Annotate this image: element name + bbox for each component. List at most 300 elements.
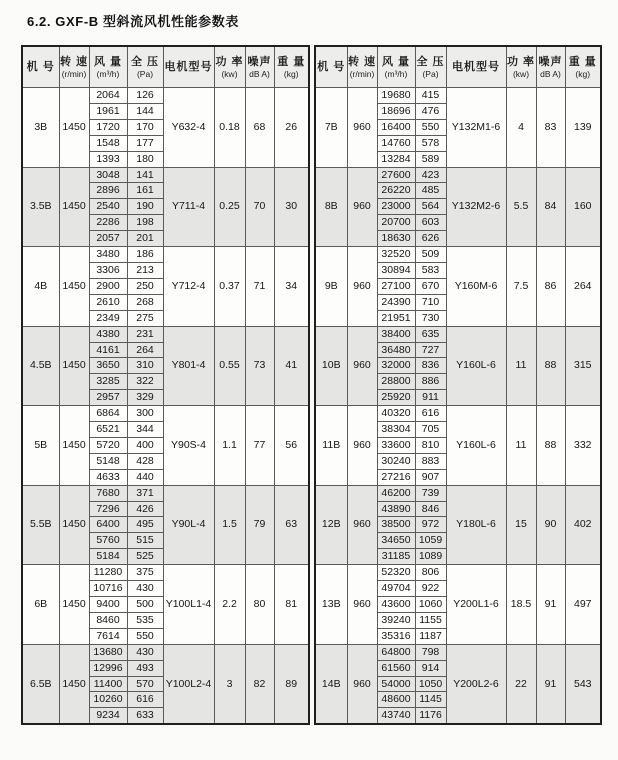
cell-pressure: 616 <box>415 406 446 422</box>
cell-airflow: 2540 <box>89 199 127 215</box>
cell-pressure: 798 <box>415 644 446 660</box>
cell-airflow: 23000 <box>377 199 415 215</box>
cell-power: 22 <box>506 644 536 724</box>
header-unit: (r/min) <box>349 68 375 79</box>
cell-pressure: 141 <box>127 167 163 183</box>
cell-airflow: 24390 <box>377 294 415 310</box>
cell-motor-model: Y90L-4 <box>163 485 214 565</box>
cell-power: 18.5 <box>506 565 536 645</box>
cell-pressure: 710 <box>415 294 446 310</box>
cell-weight: 160 <box>565 167 601 247</box>
cell-pressure: 371 <box>127 485 163 501</box>
cell-airflow: 49704 <box>377 581 415 597</box>
cell-pressure: 739 <box>415 485 446 501</box>
header-unit: (m³/h) <box>96 68 120 79</box>
cell-airflow: 13284 <box>377 151 415 167</box>
machine-block-4B <box>22 247 309 327</box>
cell-weight: 264 <box>565 247 601 327</box>
cell-airflow: 18696 <box>377 103 415 119</box>
cell-pressure: 626 <box>415 231 446 247</box>
cell-motor-model: Y132M1-6 <box>446 88 506 168</box>
cell-airflow: 36480 <box>377 342 415 358</box>
cell-motor-model: Y200L1-6 <box>446 565 506 645</box>
cell-airflow: 33600 <box>377 437 415 453</box>
cell-speed: 1450 <box>59 167 89 247</box>
cell-airflow: 38500 <box>377 517 415 533</box>
cell-motor-model: Y160M-6 <box>446 247 506 327</box>
cell-pressure: 177 <box>127 135 163 151</box>
cell-pressure: 550 <box>415 119 446 135</box>
cell-airflow: 2896 <box>89 183 127 199</box>
cell-noise: 84 <box>536 167 565 247</box>
cell-airflow: 5148 <box>89 453 127 469</box>
header-cell-5 <box>214 46 245 88</box>
cell-noise: 73 <box>245 326 274 406</box>
cell-airflow: 3650 <box>89 358 127 374</box>
cell-airflow: 30894 <box>377 262 415 278</box>
cell-airflow: 27100 <box>377 278 415 294</box>
table-row <box>315 88 601 104</box>
cell-airflow: 11280 <box>89 565 127 581</box>
cell-pressure: 485 <box>415 183 446 199</box>
cell-pressure: 423 <box>415 167 446 183</box>
table-row <box>22 644 309 660</box>
cell-pressure: 476 <box>415 103 446 119</box>
cell-noise: 79 <box>245 485 274 565</box>
cell-speed: 1450 <box>59 247 89 327</box>
table-row <box>315 485 601 501</box>
cell-noise: 91 <box>536 565 565 645</box>
cell-pressure: 515 <box>127 533 163 549</box>
cell-pressure: 190 <box>127 199 163 215</box>
cell-power: 0.18 <box>214 88 245 168</box>
cell-pressure: 525 <box>127 549 163 565</box>
cell-airflow: 6521 <box>89 422 127 438</box>
cell-airflow: 48600 <box>377 692 415 708</box>
cell-airflow: 3048 <box>89 167 127 183</box>
cell-model: 12B <box>315 485 347 565</box>
cell-pressure: 633 <box>127 708 163 724</box>
cell-pressure: 509 <box>415 247 446 263</box>
cell-pressure: 972 <box>415 517 446 533</box>
cell-pressure: 907 <box>415 469 446 485</box>
cell-pressure: 883 <box>415 453 446 469</box>
cell-airflow: 4161 <box>89 342 127 358</box>
machine-block-6.5B <box>22 644 309 724</box>
cell-noise: 82 <box>245 644 274 724</box>
cell-noise: 68 <box>245 88 274 168</box>
header-unit: (m³/h) <box>384 68 408 79</box>
cell-speed: 960 <box>347 644 377 724</box>
table-row <box>22 406 309 422</box>
header-cell-5 <box>506 46 536 88</box>
table-header-row <box>315 46 601 88</box>
cell-airflow: 16400 <box>377 119 415 135</box>
cell-pressure: 375 <box>127 565 163 581</box>
header-label: 重 量 <box>568 55 597 68</box>
cell-airflow: 25920 <box>377 390 415 406</box>
cell-pressure: 440 <box>127 469 163 485</box>
cell-power: 5.5 <box>506 167 536 247</box>
cell-pressure: 430 <box>127 581 163 597</box>
cell-pressure: 426 <box>127 501 163 517</box>
cell-pressure: 578 <box>415 135 446 151</box>
header-unit: (kg) <box>283 68 299 79</box>
cell-pressure: 264 <box>127 342 163 358</box>
machine-block-5.5B <box>22 485 309 565</box>
cell-airflow: 43600 <box>377 597 415 613</box>
cell-model: 3B <box>22 88 59 168</box>
cell-model: 13B <box>315 565 347 645</box>
cell-weight: 26 <box>274 88 309 168</box>
cell-speed: 960 <box>347 406 377 486</box>
cell-weight: 89 <box>274 644 309 724</box>
cell-noise: 88 <box>536 326 565 406</box>
header-label: 机 号 <box>317 60 346 73</box>
header-unit: (Pa) <box>136 68 154 79</box>
cell-airflow: 20700 <box>377 215 415 231</box>
table-row <box>22 167 309 183</box>
cell-model: 10B <box>315 326 347 406</box>
cell-pressure: 126 <box>127 88 163 104</box>
cell-model: 6B <box>22 565 59 645</box>
cell-noise: 77 <box>245 406 274 486</box>
table-row <box>22 326 309 342</box>
cell-pressure: 344 <box>127 422 163 438</box>
cell-noise: 86 <box>536 247 565 327</box>
header-cell-0 <box>315 46 347 88</box>
cell-airflow: 2957 <box>89 390 127 406</box>
cell-motor-model: Y632-4 <box>163 88 214 168</box>
cell-weight: 41 <box>274 326 309 406</box>
header-cell-2 <box>89 46 127 88</box>
page-title: 6.2. GXF-B 型斜流风机性能参数表 <box>27 14 239 29</box>
cell-pressure: 670 <box>415 278 446 294</box>
cell-airflow: 11400 <box>89 676 127 692</box>
table-header-row <box>22 46 309 88</box>
cell-airflow: 6400 <box>89 517 127 533</box>
cell-speed: 1450 <box>59 88 89 168</box>
cell-motor-model: Y712-4 <box>163 247 214 327</box>
cell-pressure: 846 <box>415 501 446 517</box>
table-row <box>315 167 601 183</box>
cell-power: 0.25 <box>214 167 245 247</box>
cell-airflow: 64800 <box>377 644 415 660</box>
header-label: 风 量 <box>381 55 411 68</box>
header-label: 转 速 <box>347 55 377 68</box>
cell-speed: 960 <box>347 565 377 645</box>
cell-pressure: 329 <box>127 390 163 406</box>
header-cell-3 <box>415 46 446 88</box>
table-row <box>315 644 601 660</box>
cell-motor-model: Y160L-6 <box>446 406 506 486</box>
cell-pressure: 806 <box>415 565 446 581</box>
cell-airflow: 35316 <box>377 628 415 644</box>
cell-speed: 960 <box>347 167 377 247</box>
cell-pressure: 430 <box>127 644 163 660</box>
cell-weight: 402 <box>565 485 601 565</box>
cell-pressure: 583 <box>415 262 446 278</box>
cell-airflow: 7614 <box>89 628 127 644</box>
cell-airflow: 5760 <box>89 533 127 549</box>
cell-power: 7.5 <box>506 247 536 327</box>
machine-block-12B <box>315 485 601 565</box>
cell-model: 6.5B <box>22 644 59 724</box>
header-unit: dB A) <box>249 68 270 79</box>
machine-block-14B <box>315 644 601 724</box>
cell-pressure: 1059 <box>415 533 446 549</box>
machine-block-6B <box>22 565 309 645</box>
machine-block-13B <box>315 565 601 645</box>
cell-motor-model: Y100L2-4 <box>163 644 214 724</box>
cell-airflow: 61560 <box>377 660 415 676</box>
cell-airflow: 7296 <box>89 501 127 517</box>
cell-airflow: 9234 <box>89 708 127 724</box>
cell-weight: 34 <box>274 247 309 327</box>
cell-power: 0.37 <box>214 247 245 327</box>
cell-airflow: 18630 <box>377 231 415 247</box>
header-label: 全 压 <box>416 55 445 68</box>
spec-table-right <box>314 45 602 725</box>
header-label: 转 速 <box>59 55 89 68</box>
cell-model: 7B <box>315 88 347 168</box>
header-cell-0 <box>22 46 59 88</box>
cell-model: 14B <box>315 644 347 724</box>
header-label: 电机型号 <box>452 60 500 73</box>
cell-power: 15 <box>506 485 536 565</box>
machine-block-9B <box>315 247 601 327</box>
cell-pressure: 914 <box>415 660 446 676</box>
cell-model: 5.5B <box>22 485 59 565</box>
cell-pressure: 570 <box>127 676 163 692</box>
cell-pressure: 186 <box>127 247 163 263</box>
header-cell-6 <box>245 46 274 88</box>
cell-pressure: 1050 <box>415 676 446 692</box>
cell-airflow: 3285 <box>89 374 127 390</box>
cell-pressure: 1176 <box>415 708 446 724</box>
cell-pressure: 535 <box>127 612 163 628</box>
cell-motor-model: Y801-4 <box>163 326 214 406</box>
cell-pressure: 495 <box>127 517 163 533</box>
cell-pressure: 836 <box>415 358 446 374</box>
cell-pressure: 603 <box>415 215 446 231</box>
cell-pressure: 1155 <box>415 612 446 628</box>
table-row <box>22 565 309 581</box>
cell-power: 1.5 <box>214 485 245 565</box>
cell-airflow: 1961 <box>89 103 127 119</box>
header-unit: (kg) <box>575 68 591 79</box>
cell-pressure: 550 <box>127 628 163 644</box>
header-label: 机 号 <box>26 60 55 73</box>
table-row <box>315 406 601 422</box>
cell-pressure: 198 <box>127 215 163 231</box>
header-label: 电机型号 <box>164 60 213 73</box>
cell-airflow: 54000 <box>377 676 415 692</box>
cell-speed: 1450 <box>59 565 89 645</box>
cell-speed: 1450 <box>59 485 89 565</box>
cell-pressure: 589 <box>415 151 446 167</box>
cell-airflow: 32520 <box>377 247 415 263</box>
cell-pressure: 493 <box>127 660 163 676</box>
cell-airflow: 4380 <box>89 326 127 342</box>
cell-weight: 81 <box>274 565 309 645</box>
header-cell-6 <box>536 46 565 88</box>
cell-airflow: 40320 <box>377 406 415 422</box>
cell-airflow: 4633 <box>89 469 127 485</box>
cell-weight: 543 <box>565 644 601 724</box>
cell-pressure: 1187 <box>415 628 446 644</box>
header-cell-7 <box>565 46 601 88</box>
cell-airflow: 13680 <box>89 644 127 660</box>
machine-block-4.5B <box>22 326 309 406</box>
cell-airflow: 5184 <box>89 549 127 565</box>
header-unit: (kw) <box>221 68 238 79</box>
cell-model: 5B <box>22 406 59 486</box>
machine-block-11B <box>315 406 601 486</box>
cell-airflow: 5720 <box>89 437 127 453</box>
table-row <box>315 247 601 263</box>
machine-block-5B <box>22 406 309 486</box>
cell-airflow: 2286 <box>89 215 127 231</box>
cell-pressure: 911 <box>415 390 446 406</box>
cell-airflow: 19680 <box>377 88 415 104</box>
table-row <box>22 88 309 104</box>
machine-block-3.5B <box>22 167 309 247</box>
cell-airflow: 1393 <box>89 151 127 167</box>
cell-airflow: 14760 <box>377 135 415 151</box>
header-label: 功 率 <box>215 55 244 68</box>
cell-weight: 139 <box>565 88 601 168</box>
cell-noise: 88 <box>536 406 565 486</box>
cell-pressure: 322 <box>127 374 163 390</box>
cell-motor-model: Y90S-4 <box>163 406 214 486</box>
header-label: 重 量 <box>277 55 306 68</box>
cell-pressure: 180 <box>127 151 163 167</box>
cell-pressure: 310 <box>127 358 163 374</box>
machine-block-10B <box>315 326 601 406</box>
cell-pressure: 400 <box>127 437 163 453</box>
cell-airflow: 6864 <box>89 406 127 422</box>
machine-block-7B <box>315 88 601 168</box>
cell-airflow: 21951 <box>377 310 415 326</box>
header-cell-7 <box>274 46 309 88</box>
cell-pressure: 922 <box>415 581 446 597</box>
cell-pressure: 268 <box>127 294 163 310</box>
cell-power: 11 <box>506 406 536 486</box>
table-row <box>22 485 309 501</box>
cell-power: 0.55 <box>214 326 245 406</box>
cell-speed: 960 <box>347 326 377 406</box>
header-cell-3 <box>127 46 163 88</box>
cell-power: 3 <box>214 644 245 724</box>
cell-airflow: 52320 <box>377 565 415 581</box>
cell-model: 4B <box>22 247 59 327</box>
table-row <box>315 326 601 342</box>
header-label: 噪声 <box>538 55 563 68</box>
cell-airflow: 27600 <box>377 167 415 183</box>
cell-airflow: 9400 <box>89 597 127 613</box>
cell-pressure: 144 <box>127 103 163 119</box>
cell-weight: 315 <box>565 326 601 406</box>
header-label: 噪声 <box>247 55 272 68</box>
cell-airflow: 31185 <box>377 549 415 565</box>
cell-model: 4.5B <box>22 326 59 406</box>
cell-power: 11 <box>506 326 536 406</box>
cell-pressure: 415 <box>415 88 446 104</box>
cell-airflow: 2057 <box>89 231 127 247</box>
cell-airflow: 38400 <box>377 326 415 342</box>
cell-speed: 960 <box>347 485 377 565</box>
cell-pressure: 275 <box>127 310 163 326</box>
cell-pressure: 170 <box>127 119 163 135</box>
cell-airflow: 2064 <box>89 88 127 104</box>
spec-tables-container <box>21 45 602 725</box>
header-unit: (Pa) <box>422 68 439 79</box>
table-row <box>315 565 601 581</box>
cell-pressure: 1089 <box>415 549 446 565</box>
cell-speed: 1450 <box>59 326 89 406</box>
cell-pressure: 161 <box>127 183 163 199</box>
cell-weight: 332 <box>565 406 601 486</box>
header-cell-4 <box>163 46 214 88</box>
cell-pressure: 1145 <box>415 692 446 708</box>
cell-airflow: 2349 <box>89 310 127 326</box>
header-cell-1 <box>347 46 377 88</box>
header-unit: (kw) <box>512 68 530 79</box>
cell-pressure: 705 <box>415 422 446 438</box>
cell-airflow: 3480 <box>89 247 127 263</box>
cell-weight: 63 <box>274 485 309 565</box>
cell-airflow: 39240 <box>377 612 415 628</box>
cell-pressure: 564 <box>415 199 446 215</box>
cell-speed: 1450 <box>59 406 89 486</box>
cell-noise: 91 <box>536 644 565 724</box>
cell-noise: 80 <box>245 565 274 645</box>
cell-airflow: 3306 <box>89 262 127 278</box>
header-cell-4 <box>446 46 506 88</box>
cell-motor-model: Y180L-6 <box>446 485 506 565</box>
cell-pressure: 810 <box>415 437 446 453</box>
cell-pressure: 300 <box>127 406 163 422</box>
header-cell-1 <box>59 46 89 88</box>
cell-pressure: 201 <box>127 231 163 247</box>
cell-pressure: 727 <box>415 342 446 358</box>
cell-pressure: 1060 <box>415 597 446 613</box>
cell-motor-model: Y132M2-6 <box>446 167 506 247</box>
cell-noise: 70 <box>245 167 274 247</box>
cell-airflow: 43890 <box>377 501 415 517</box>
cell-airflow: 8460 <box>89 612 127 628</box>
cell-weight: 30 <box>274 167 309 247</box>
cell-noise: 71 <box>245 247 274 327</box>
cell-airflow: 12996 <box>89 660 127 676</box>
cell-pressure: 886 <box>415 374 446 390</box>
cell-airflow: 7680 <box>89 485 127 501</box>
cell-airflow: 30240 <box>377 453 415 469</box>
header-label: 风 量 <box>93 55 123 68</box>
cell-model: 3.5B <box>22 167 59 247</box>
cell-airflow: 2610 <box>89 294 127 310</box>
cell-pressure: 428 <box>127 453 163 469</box>
machine-block-3B <box>22 88 309 168</box>
cell-airflow: 43740 <box>377 708 415 724</box>
machine-block-8B <box>315 167 601 247</box>
cell-speed: 1450 <box>59 644 89 724</box>
cell-airflow: 1548 <box>89 135 127 151</box>
cell-pressure: 500 <box>127 597 163 613</box>
cell-power: 1.1 <box>214 406 245 486</box>
cell-weight: 497 <box>565 565 601 645</box>
